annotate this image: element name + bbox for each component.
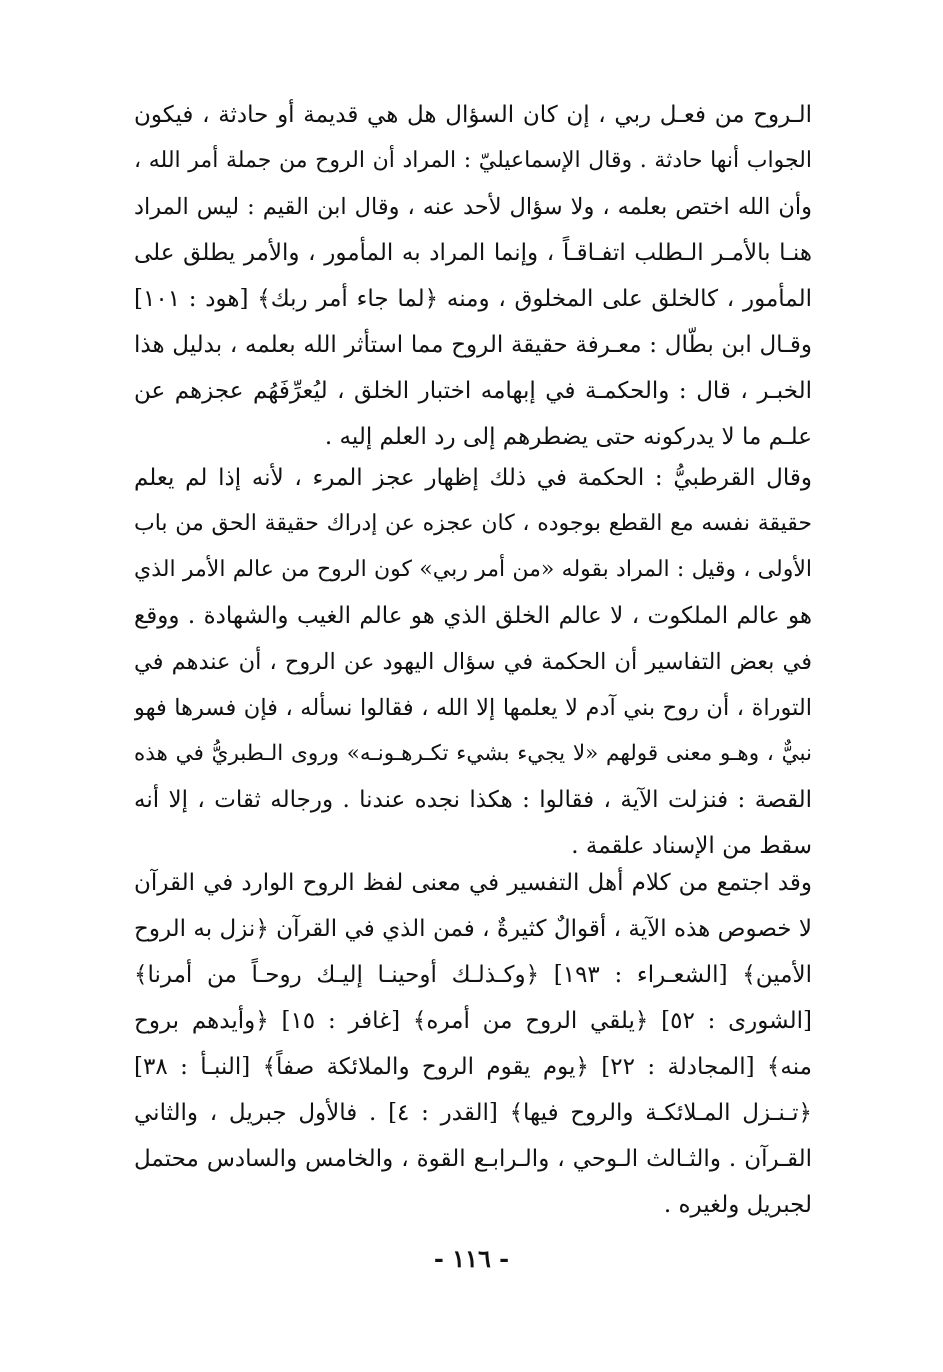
text-line: نبيٌّ ، وهـو معنى قولهم «لا يجيء بشيء تكـرهـونـه» وروى الـطبريُّ في هذه xyxy=(134,741,812,766)
text-line: علـم ما لا يدركونه حتى يضطرهم إلى رد العلم إليه . xyxy=(324,424,812,450)
page-number: - ١١٦ - xyxy=(433,1244,510,1273)
paragraph-1 xyxy=(134,92,812,460)
text-line: هنـا بالأمـر الـطلب اتفـاقـاً ، وإنما المراد به المأمور ، والأمر يطلق على xyxy=(134,240,812,266)
text-line: الـروح من فعـل ربي ، إن كان السؤال هل هي قديمة أو حادثة ، فيكون xyxy=(134,102,812,128)
text-line: الأولى ، وقيل : المراد بقوله «من أمر ربي» كون الروح من عالم الأمر الذي xyxy=(134,557,812,582)
text-line: لا خصوص هذه الآية ، أقوالٌ كثيرةٌ ، فمن الذي في القرآن ﴿نزل به الروح xyxy=(134,916,812,942)
text-line: في بعض التفاسير أن الحكمة في سؤال اليهود عن الروح ، أن عندهم في xyxy=(134,649,812,675)
paragraph-3 xyxy=(134,860,812,1228)
text-line: منه﴾ [المجادلة : ٢٢] ﴿يوم يقوم الروح والملائكة صفاً﴾ [النبـأ : ٣٨] xyxy=(134,1054,812,1080)
text-line: [الشورى : ٥٢] ﴿يلقي الروح من أمره﴾ [غافر : ١٥] ﴿وأيدهم بروح xyxy=(134,1008,812,1034)
text-line: التوراة ، أن روح بني آدم لا يعلمها إلا الله ، فقالوا نسأله ، فإن فسرها فهو xyxy=(134,695,812,721)
text-line: هو عالم الملكوت ، لا عالم الخلق الذي هو عالم الغيب والشهادة . ووقع xyxy=(134,603,812,629)
text-line: المأمور ، كالخلق على المخلوق ، ومنه ﴿لما جاء أمر ربك﴾ [هود : ١٠١] xyxy=(134,286,812,312)
text-line: حقيقة نفسه مع القطع بوجوده ، كان عجزه عن إدراك حقيقة الحق من باب xyxy=(134,511,812,536)
text-line: الخبـر ، قال : والحكمـة في إبهامه اختبار الخلق ، ليُعرِّفَهُم عجزهم عن xyxy=(134,378,812,404)
text-line: وقال القرطبيُّ : الحكمة في ذلك إظهار عجز المرء ، لأنه إذا لم يعلم xyxy=(134,465,812,491)
text-line: القـرآن . والثـالث الـوحي ، والـرابـع القوة ، والخامس والسادس محتمل xyxy=(134,1146,812,1172)
text-line: لجبريل ولغيره . xyxy=(663,1192,812,1218)
text-line: وقد اجتمع من كلام أهل التفسير في معنى لفظ الروح الوارد في القرآن xyxy=(134,870,812,896)
text-line: الجواب أنها حادثة . وقال الإسماعيليّ : المراد أن الروح من جملة أمر الله ، xyxy=(134,148,812,173)
text-line: القصة : فنزلت الآية ، فقالوا : هكذا نجده عندنا . ورجاله ثقات ، إلا أنه xyxy=(134,787,812,813)
text-line: وأن الله اختص بعلمه ، ولا سؤال لأحد عنه ، وقال ابن القيم : ليس المراد xyxy=(134,194,812,220)
paragraph-2 xyxy=(134,455,812,869)
text-line: وقـال ابن بطّال : معـرفة حقيقة الروح مما استأثر الله بعلمه ، بدليل هذا xyxy=(134,332,812,358)
text-line: الأمين﴾ [الشعـراء : ١٩٣] ﴿وكـذلـك أوحينـا إليـك روحـاً من أمرنا﴾ xyxy=(134,962,812,988)
text-line: سقط من الإسناد علقمة . xyxy=(571,833,812,859)
text-line: ﴿تـنـزل المـلائكـة والروح فيها﴾ [القدر : ٤] . فالأول جبريل ، والثاني xyxy=(134,1100,812,1126)
